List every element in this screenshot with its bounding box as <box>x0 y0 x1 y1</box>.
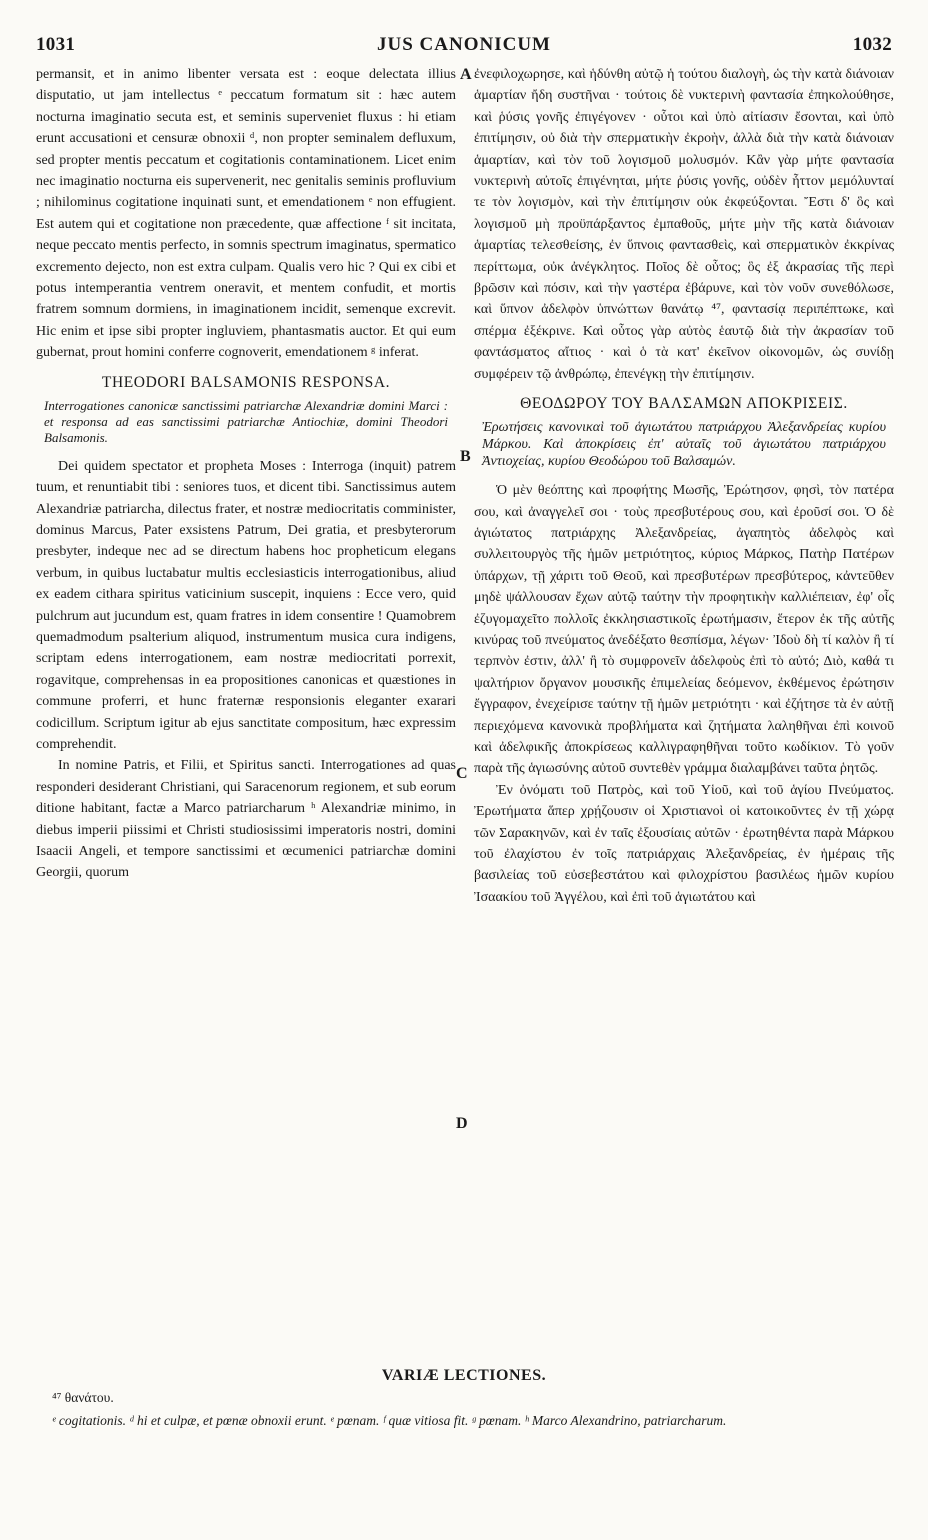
latin-paragraph-2: Dei quidem spectator et propheta Moses : Interroga (inquit) patrem tuum, et renuntiabit tibi : seniores tuos, et dicent tibi. Sanctissimus autem Alexandriæ patriarcha, dilectus frater, et nostræ mediocritatis comminister, dominus Marcus, Pater exsistens Patrum, Dei gratia, et presbyterorum presbyter, indeque nec ad se directum habens hoc propheticum elegans verbum, in quibus luctabatur multis ecclesiasticis interrogationibus, aliud ex eadem cithara spiritus vaticinium suscepit, inquiens : Ecce vero, quid pulchrum aut jucundum est, quam fratres in idem consentire ! Quamobrem quemadmodum psalterium aliquod, instrumentum musica cura indigens, scriptam edens interrogationem, eam nostræ mediocritati porrexit, rogavitque, comprehensas in ea propositiones canonicas et quæstiones in commune proferri, et hunc fraternæ responsionis eleganter exarari codicillum. Scriptum igitur ab ejus sanctitate compositum, hæc expressim comprehendit. <box>36 458 456 752</box>
greek-subheading: Ἐρωτήσεις κανονικαὶ τοῦ ἁγιωτάτου πατριάρχου Ἀλεξανδρείας κυρίου Μάρκου. Καὶ ἀποκρίσεις ἐπ' αὐταῖς τοῦ ἁγιωτάτου πατριάρχου Ἀντιοχείας, κυρίου Θεοδώρου τοῦ Βαλσαμών. <box>482 420 886 470</box>
footnotes <box>36 1388 892 1430</box>
latin-subheading: Interrogationes canonicæ sanctissimi patriarchæ Alexandriæ domini Marci : et responsa ad eas sanctissimi patriarchæ Antiochiæ, domini Theodori Balsamonis. <box>44 397 448 445</box>
greek-column <box>474 64 894 908</box>
page-number-left: 1031 <box>36 34 76 55</box>
latin-paragraph-3: In nomine Patris, et Filii, et Spiritus sancti. Interrogationes ad quas responderi desiderant Christiani, qui Saracenorum regionem, et sub eorum ditione habitant, factæ a Marco patriarcharum ʰ Alexandriæ minimo, in diebus imperii piissimi et Christi studiosissimi imperatoris nostri, domini Isaacii Angeli, et tempore sanctissimi et œcumenici patriarchæ domini Georgii, quorum <box>36 758 456 881</box>
page-number-right: 1032 <box>852 34 892 55</box>
margin-letter-c: C <box>456 765 468 782</box>
page-header <box>36 34 892 64</box>
margin-letter-d: D <box>456 1115 468 1132</box>
margin-letter-a: A <box>460 66 472 83</box>
latin-column <box>36 64 456 884</box>
greek-section-heading: ΘΕΟΔΩΡΟΥ ΤΟΥ ΒΑΛΣΑΜΩΝ ΑΠΟΚΡΙΣΕΙΣ. <box>520 395 848 413</box>
latin-paragraph-1: permansit, et in animo libenter versata est : eoque delectata illius disputatio, ut jam intellectus ᵉ peccatum formatum sit : hæc autem nocturna imaginatio secuta est, et seminis superveniet fluxus : hi etiam erunt accusationi et censuræ obnoxii ᵈ, non propter seminalem defluxum, sed propter mentis peccatum et cogitationis contaminationem. Licet enim nec imaginatio nocturna eis supervenerit, nec genitalis seminis profluvium ; nihilominus cogitatione inquinati sunt, et emendationem ᵉ non effugient. Est autem qui et cogitatione non præcedente, quæ affectione ᶠ sit incitata, neque peccato mentis perfecto, in somnis spectrum imaginatus, spermatico excremento dejecto, non est extra culpam. Qualis vero hic ? Qui ex cibi et potus intemperantia ventrem oneravit, et mentem confudit, et mortis fratrem somnum dormiens, in imaginationem incidit, semenque excrevit. Hic enim et ipse sibi propter ingluviem, phantasmatis auctor. Et qui eum gubernat, prout homini conferre cognoverit, emendationem ᵍ inferat. <box>36 67 456 361</box>
margin-letter-b: B <box>460 448 471 465</box>
latin-section-heading: THEODORI BALSAMONIS RESPONSA. <box>101 373 391 391</box>
latin-footnotes: ᵉ cogitationis. ᵈ hi et culpæ, et pœnæ obnoxii erunt. ᵉ pœnam. ᶠ quæ vitiosa fit. ᵍ pœnam. ʰ Marco Alexandrino, patriarcharum. <box>52 1413 727 1428</box>
running-title: JUS CANONICUM <box>377 34 551 55</box>
greek-paragraph-3: Ἐν ὀνόματι τοῦ Πατρὸς, καὶ τοῦ Υἱοῦ, καὶ τοῦ ἁγίου Πνεύματος. Ἐρωτήματα ἅπερ χρῄζουσιν οἱ Χριστιανοὶ οἱ κατοικοῦντες ἐν τῇ χώρᾳ τῶν Σαρακηνῶν, καὶ ἐν ταῖς ἐξουσίαις αὐτῶν · ἐρωτηθέντα παρὰ Μάρκου τοῦ ἐλαχίστου ἐν τοῖς πατριάρχαις Ἀλεξανδρείας, ἐν ἡμέραις τῆς βασιλείας τοῦ εὐσεβεστάτου καὶ φιλοχρίστου βασιλέως ἡμῶν κυρίου Ἰσαακίου τοῦ Ἀγγέλου, καὶ ἐπὶ τοῦ ἁγιωτάτου καὶ <box>474 782 894 905</box>
greek-footnote: ⁴⁷ θανάτου. <box>52 1390 114 1405</box>
variae-lectiones-heading: VARIÆ LECTIONES. <box>381 1367 547 1384</box>
greek-paragraph-1: ἐνεφιλοχωρησε, καὶ ἡδύνθη αὐτῷ ἡ τούτου διαλογὴ, ὡς τὴν κατὰ διάνοιαν ἁμαρτίαν ἤδη συστῆναι · τούτοις δὲ νυκτερινὴ φαντασία ἐπηκολούθησε, καὶ ῥύσις γονῆς ἐπιγέγονεν · οὗτοι καὶ ὑπὸ αἰτίασιν ἔσονται, καὶ ὑπὸ ἐπιτίμησιν, οὐ διὰ τὴν σπερματικὴν ἐκροὴν, ἀλλὰ διὰ τὴν κατὰ διάνοιαν ἁμαρτίαν, καὶ τὸν τοῦ λογισμοῦ μολυσμόν. Κἂν γὰρ μήτε φαντασία νυκτερινὴ αὐτοῖς ἐπιγένηται, μήτε ῥύσις γονῆς, οὐδὲν ἧττον μεμόλυνταί τε τὸν λογισμὸν, καὶ τὴν ἐπιτίμησιν οὐκ ἐκφεύξονται. Ἔστι δ' ὃς καὶ λογισμοῦ μὴ προϋπάρξαντος ἐμπαθοῦς, μήτε μὴν τῆς κατὰ διάνοιαν ἁμαρτίας τελεσθείσης, ἐν ὕπνοις φαντασθεὶς, καὶ σπερματικὸν ἐκκρίνας περίττωμα, οὐκ ἀνέγκλητος. Ποῖος δὲ οὗτος; ὃς ἐξ ἀκρασίας τῆς περὶ βρῶσιν καὶ πόσιν, καὶ τὴν γαστέρα ἐβάρυνε, καὶ τὸν νοῦν συνεθόλωσε, καὶ ὕπνον ἀδελφὸν ὑπνώττων θανάτῳ ⁴⁷, φαντασίᾳ περιπέπτωκε, καὶ σπέρμα ἐξέκρινε. Καὶ οὗτος γὰρ αὐτὸς ἑαυτῷ διὰ τὴν ἀκρασίαν τοῦ φαντάσματος αἴτιος · καὶ ὁ τὰ κατ' ἐκεῖνον οἰκονομῶν, ὡς συνίδῃ συμφέρειν τῷ ἀνθρώπῳ, ἐπενέγκῃ τὴν ἐπιτίμησιν. <box>474 67 894 382</box>
greek-paragraph-2: Ὁ μὲν θεόπτης καὶ προφήτης Μωσῆς, Ἐρώτησον, φησὶ, τὸν πατέρα σου, καὶ ἀναγγελεῖ σοι · τοὺς πρεσβυτέρους σου, καὶ ἐροῦσί σοι. Ὁ δὲ ἁγιώτατος πατριάρχης Ἀλεξανδρείας, ἀγαπητὸς ἀδελφὸς καὶ συλλειτουργὸς τῆς ἡμῶν μετριότητος, κύριος Μάρκος, Πατὴρ Πατέρων ὑπάρχων, τῇ χάριτι τοῦ Θεοῦ, καὶ πρεσβυτέρων πρεσβύτερος, κἀντεῦθεν μηδὲ ψάλλουσαν ἔχων αὐτῷ ταύτην τὴν προφητικὴν καλλιέπειαν, ἐφ' οἷς ἐζυγομαχεῖτο πολλοῖς ἐκκλησιαστικοῖς ἐρωτήμασιν, ἕτερον ἐκ τῆς αὐτῆς κινύρας τοῦ πνεύματος ἀνεδέξατο θεσπίσμα, λέγων· Ἰδοὺ δὴ τί καλὸν ἢ τί τερπνὸν ἐστιν, ἀλλ' ἢ τὸ συμφρονεῖν ἀδελφοὺς ἐπὶ τὸ αὐτό; Διὸ, καθά τι ψαλτήριον ὄργανον μουσικῆς ἐπιμελείας δεόμενον, ἐκθέμενος ἐρώτησιν ἔγγραφον, ἐνεχείρισε ταύτην τῇ ἡμῶν μετριότητι · καὶ ἐζήτησε τὰ ἐν αὐτῇ περιεχόμενα κανονικὰ προβλήματα καὶ ζητήματα λαληθῆναι ἐπὶ κοινοῦ καὶ ἀδελφικῆς ἀποκρίσεως καλλιγραφηθῆναι τοῦτο κωδίκιον. Τὸ γοῦν παρὰ τῆς ἁγιωσύνης αὐτοῦ συντεθὲν γράμμα διαλαμβάνει ταῦτα ῥητῶς. <box>474 483 894 777</box>
